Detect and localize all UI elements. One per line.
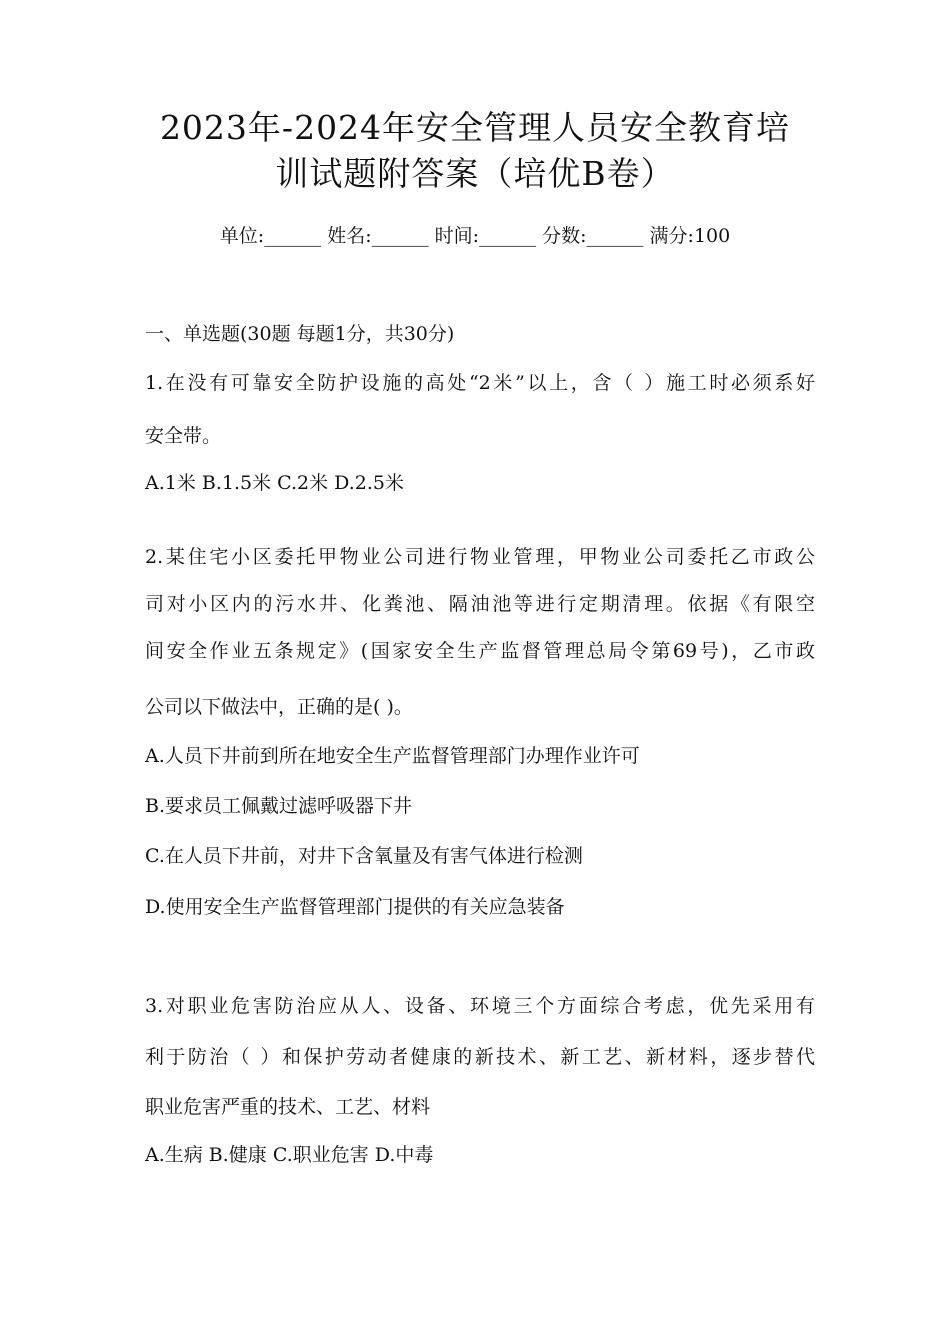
- question-2-stem-line-4: 公司以下做法中，正确的是( )。: [145, 696, 413, 718]
- document-title-line-2: 训试题附答案（培优B卷）: [275, 154, 675, 193]
- question-2-stem-line-1: 2.某住宅小区委托甲物业公司进行物业管理，甲物业公司委托乙市政公: [145, 546, 815, 568]
- section-heading: 一、单选题(30题 每题1分，共30分): [145, 323, 455, 345]
- question-2-option-b: B.要求员工佩戴过滤呼吸器下井: [145, 795, 413, 817]
- question-3-stem-line-1: 3.对职业危害防治应从人、设备、环境三个方面综合考虑，优先采用有: [145, 995, 815, 1017]
- question-2-stem-line-3: 间安全作业五条规定》(国家安全生产监督管理总局令第69号)，乙市政: [145, 640, 815, 662]
- document-title-line-1: 2023年-2024年安全管理人员安全教育培: [159, 108, 791, 147]
- question-1-stem-line-1: 1.在没有可靠安全防护设施的高处“2米”以上，含（ ）施工时必须系好: [145, 372, 815, 394]
- exam-info-line: 单位:______ 姓名:______ 时间:______ 分数:______ 满分:100: [219, 225, 731, 247]
- question-1-stem-line-2: 安全带。: [145, 425, 222, 447]
- question-2-option-a: A.人员下井前到所在地安全生产监督管理部门办理作业许可: [145, 745, 640, 767]
- question-1-options: A.1米 B.1.5米 C.2米 D.2.5米: [145, 472, 404, 494]
- question-3-options: A.生病 B.健康 C.职业危害 D.中毒: [145, 1144, 434, 1166]
- question-3-stem-line-3: 职业危害严重的技术、工艺、材料: [145, 1096, 431, 1118]
- question-3-stem-line-2: 利于防治（ ）和保护劳动者健康的新技术、新工艺、新材料，逐步替代: [145, 1046, 815, 1068]
- question-2-option-d: D.使用安全生产监督管理部门提供的有关应急装备: [145, 896, 565, 918]
- question-2-stem-line-2: 司对小区内的污水井、化粪池、隔油池等进行定期清理。依据《有限空: [145, 593, 815, 615]
- question-2-option-c: C.在人员下井前，对井下含氧量及有害气体进行检测: [145, 845, 583, 867]
